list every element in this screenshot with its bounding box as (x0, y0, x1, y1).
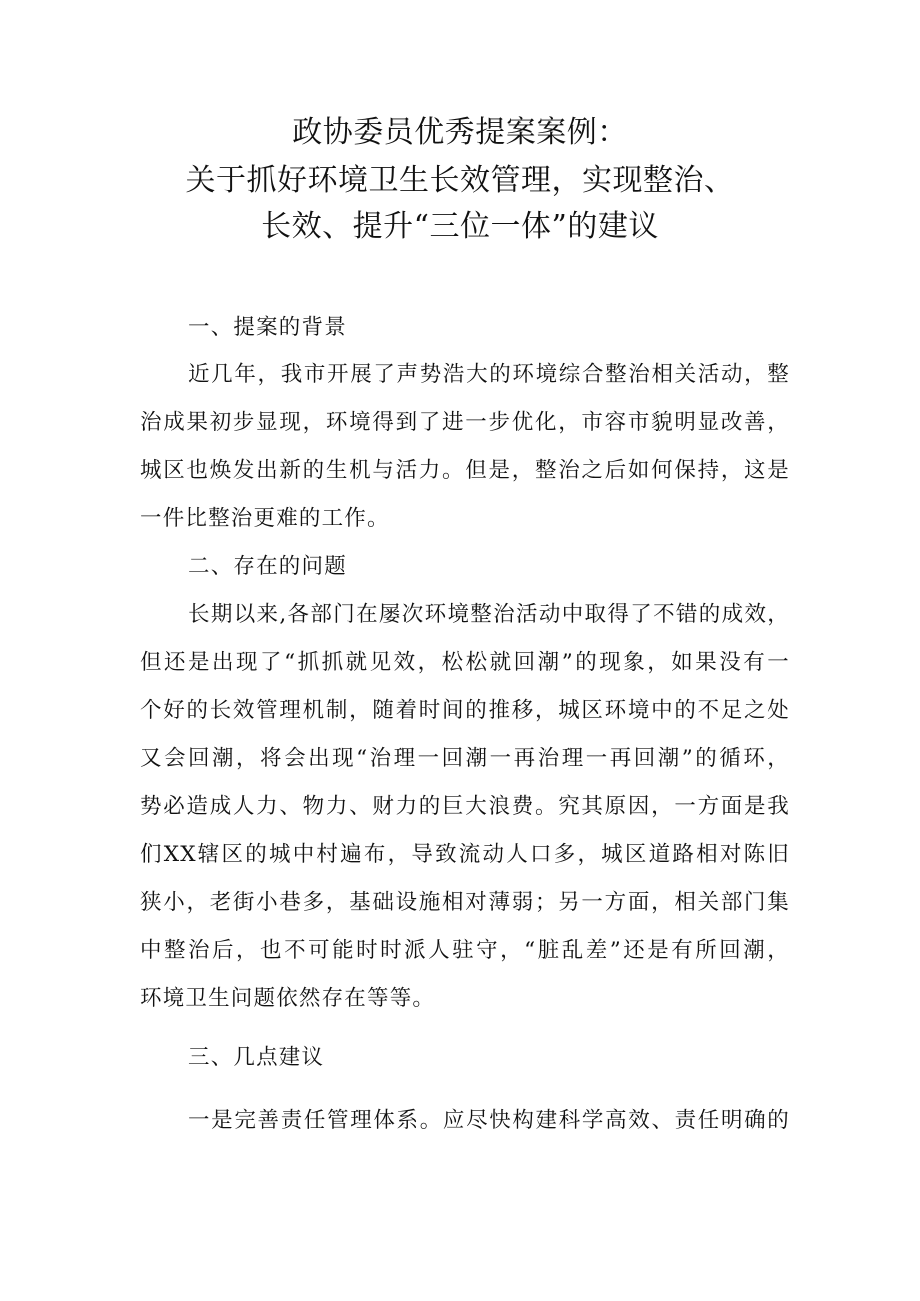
paragraph-line: 又会回潮，将会出现“治理一回潮一再治理一再回潮”的循环， (140, 746, 790, 771)
document-title-line-3: 长效、提升“三位一体”的建议 (261, 209, 659, 244)
paragraph-line: 治成果初步显现，环境得到了进一步优化，市容市貌明显改善， (140, 410, 790, 435)
section-heading-problems: 二、存在的问题 (188, 554, 347, 579)
document-title-line-1: 政协委员优秀提案案例： (292, 115, 628, 150)
paragraph-line: 城区也焕发出新的生机与活力。但是，整治之后如何保持，这是 (140, 458, 790, 483)
paragraph-line: 近几年，我市开展了声势浩大的环境综合整治相关活动，整 (188, 362, 790, 387)
section-heading-suggestions: 三、几点建议 (188, 1045, 325, 1070)
paragraph-line: 中整治后，也不可能时时派人驻守，“脏乱差”还是有所回潮， (140, 938, 790, 963)
paragraph-line: 狭小，老街小巷多，基础设施相对薄弱；另一方面，相关部门集 (140, 890, 790, 915)
paragraph-line: 环境卫生问题依然存在等等。 (140, 986, 436, 1011)
paragraph-line: 一是完善责任管理体系。应尽快构建科学高效、责任明确的 (188, 1108, 790, 1133)
section-heading-background: 一、提案的背景 (188, 315, 347, 340)
paragraph-line: 但还是出现了“抓抓就见效，松松就回潮”的现象，如果没有一 (140, 650, 790, 675)
paragraph-line: 个好的长效管理机制，随着时间的推移，城区环境中的不足之处 (140, 698, 790, 723)
paragraph-line: 长期以来,各部门在屡次环境整治活动中取得了不错的成效， (188, 602, 790, 627)
paragraph-line: 一件比整治更难的工作。 (140, 506, 390, 531)
paragraph-line: 势必造成人力、物力、财力的巨大浪费。究其原因，一方面是我 (140, 794, 790, 819)
paragraph-line: 们XX辖区的城中村遍布，导致流动人口多，城区道路相对陈旧 (140, 842, 790, 867)
document-title-line-2: 关于抓好环境卫生长效管理，实现整治、 (185, 163, 735, 198)
